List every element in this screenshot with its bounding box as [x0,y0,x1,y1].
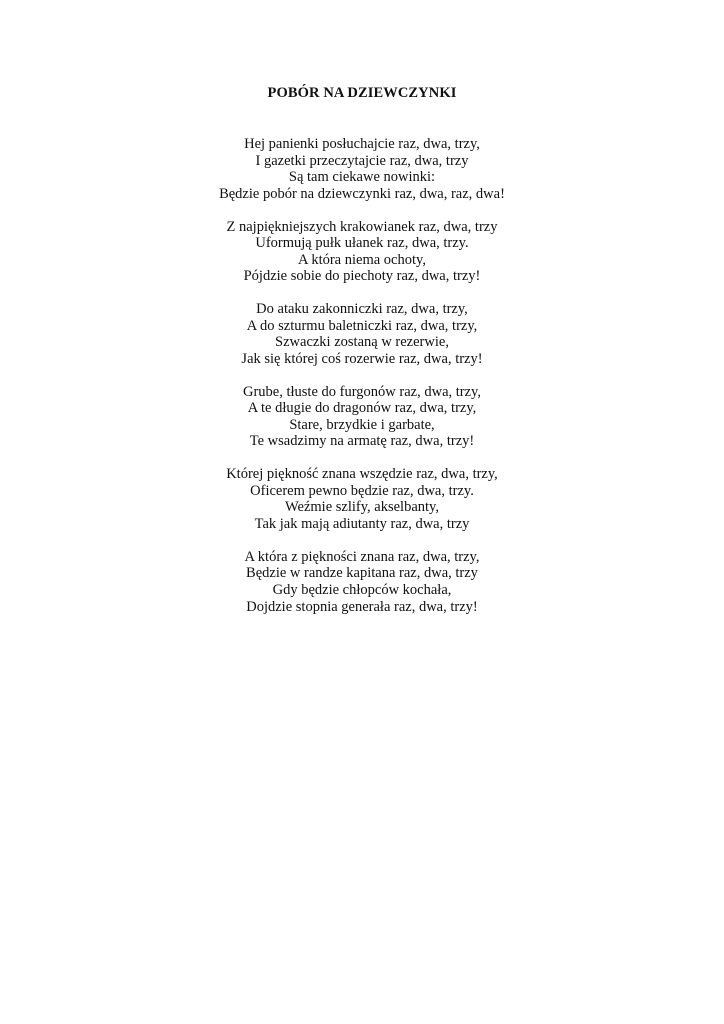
poem-line: A która niema ochoty, [298,251,426,268]
stanza-5 [0,466,724,532]
poem-line: Której piękność znana wszędzie raz, dwa, trzy, [226,466,498,483]
poem-line: Dojdzie stopnia generała raz, dwa, trzy! [246,598,478,615]
poem-line: Będzie w randze kapitana raz, dwa, trzy [246,565,478,582]
poem-line: Grube, tłuste do furgonów raz, dwa, trzy, [243,383,481,400]
poem-line: Uformują pułk ułanek raz, dwa, trzy. [255,235,469,252]
stanza-1 [0,136,724,202]
stanza-4 [0,384,724,450]
poem-line: Weźmie szlify, akselbanty, [285,499,439,516]
poem-line: I gazetki przeczytajcie raz, dwa, trzy [255,152,469,169]
poem-line: Gdy będzie chłopców kochała, [272,582,452,598]
stanza-3 [0,301,724,367]
poem-line: Stare, brzydkie i garbate, [289,416,435,433]
stanza-2 [0,219,724,285]
poem-line: Te wsadzimy na armatę raz, dwa, trzy! [249,433,475,450]
poem-line: Pójdzie sobie do piechoty raz, dwa, trzy! [243,268,481,285]
stanza-6 [0,549,724,615]
poem-line: Do ataku zakonniczki raz, dwa, trzy, [256,301,468,318]
poem-line: Są tam ciekawe nowinki: [288,169,436,186]
poem-line: Oficerem pewno będzie raz, dwa, trzy. [250,482,474,499]
poem-line: Hej panienki posłuchajcie raz, dwa, trzy, [244,136,480,152]
page-title: POBÓR NA DZIEWCZYNKI [267,85,457,101]
poem-line: Będzie pobór na dziewczynki raz, dwa, raz, dwa! [219,185,505,202]
poem-line: Z najpiękniejszych krakowianek raz, dwa, trzy [226,218,498,235]
poem-line: A do szturmu baletniczki raz, dwa, trzy, [246,317,478,334]
poem-line: Tak jak mają adiutanty raz, dwa, trzy [254,516,470,533]
poem-line: Jak się której coś rozerwie raz, dwa, trzy! [241,350,483,367]
poem-line: Szwaczki zostaną w rezerwie, [275,334,449,351]
poem-line: A która z piękności znana raz, dwa, trzy, [244,548,480,565]
poem-line: A te długie do dragonów raz, dwa, trzy, [247,400,477,417]
poem-body [0,136,724,631]
